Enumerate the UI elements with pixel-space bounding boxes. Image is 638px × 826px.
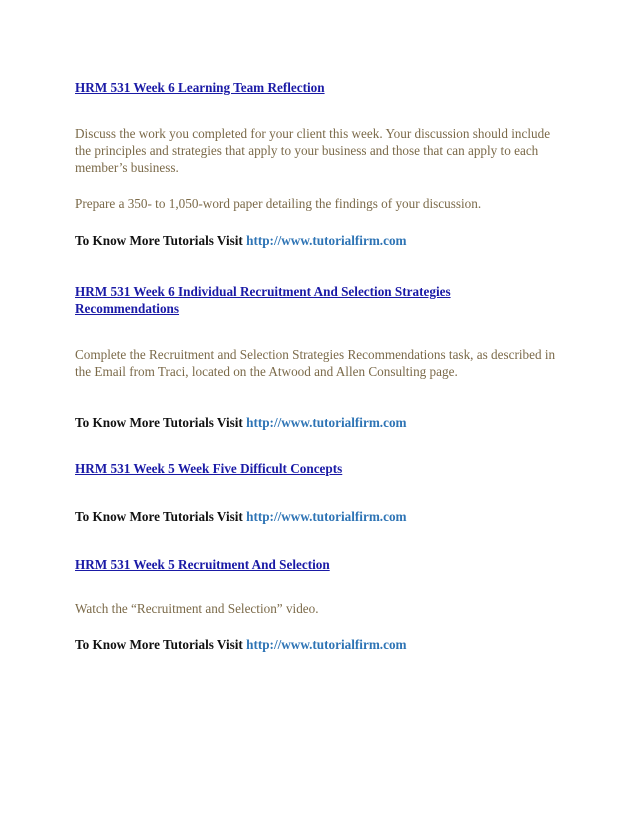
section-1-title[interactable]: HRM 531 Week 6 Learning Team Reflection [75, 80, 325, 95]
section-2-paragraph-1: Complete the Recruitment and Selection Strategies Recommendations task, as described in the Email from Traci, located on the Atwood and Allen Consulting page. [75, 347, 556, 379]
visit-line-3 [75, 508, 407, 525]
visit-link[interactable]: http://www.tutorialfirm.com [246, 415, 407, 430]
section-1-paragraph-1: Discuss the work you completed for your client this week. Your discussion should include the principles and strategies that apply to your business and those that can apply to each member’s business. [75, 126, 551, 175]
visit-link[interactable]: http://www.tutorialfirm.com [246, 509, 407, 524]
visit-label: To Know More Tutorials Visit [75, 415, 247, 430]
visit-label: To Know More Tutorials Visit [75, 637, 247, 652]
section-1-paragraph-2: Prepare a 350- to 1,050-word paper detailing the findings of your discussion. [75, 196, 482, 211]
section-4-title[interactable]: HRM 531 Week 5 Recruitment And Selection [75, 557, 330, 572]
section-3-title[interactable]: HRM 531 Week 5 Week Five Difficult Concepts [75, 461, 343, 476]
visit-label: To Know More Tutorials Visit [75, 233, 247, 248]
visit-link[interactable]: http://www.tutorialfirm.com [246, 637, 407, 652]
visit-line-4 [75, 636, 407, 653]
visit-line-1 [75, 232, 407, 249]
visit-label: To Know More Tutorials Visit [75, 509, 247, 524]
section-2-title[interactable]: HRM 531 Week 6 Individual Recruitment And Selection Strategies Recommendations [75, 284, 451, 316]
visit-line-2 [75, 414, 407, 431]
visit-link[interactable]: http://www.tutorialfirm.com [246, 233, 407, 248]
section-4-paragraph-1: Watch the “Recruitment and Selection” video. [75, 601, 319, 616]
